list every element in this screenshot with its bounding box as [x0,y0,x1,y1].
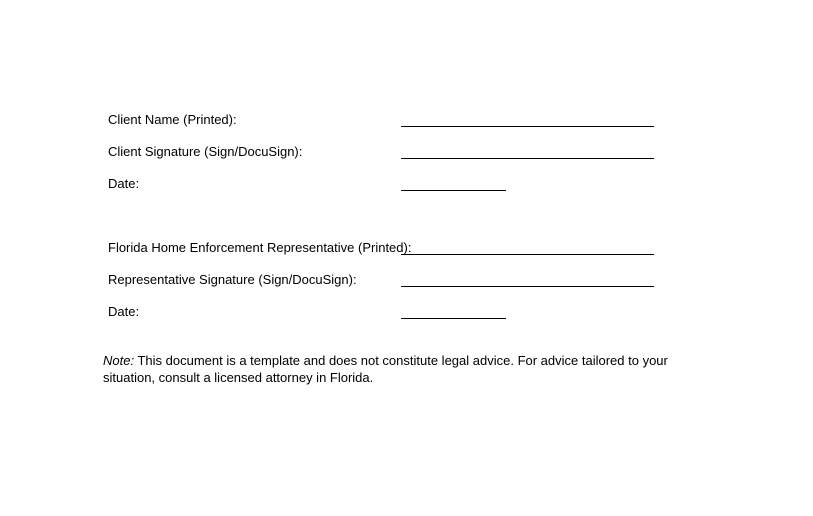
representative-name-line[interactable] [401,254,654,255]
disclaimer-note [103,352,703,386]
client-name-label: Client Name (Printed): [108,112,237,127]
representative-signature-line[interactable] [401,286,654,287]
note-prefix: Note: [103,353,135,368]
representative-signature-label: Representative Signature (Sign/DocuSign): [108,272,357,287]
client-name-line[interactable] [401,126,654,127]
client-signature-label: Client Signature (Sign/DocuSign): [108,144,303,159]
client-date-label: Date: [108,176,140,191]
representative-date-line[interactable] [401,318,506,319]
client-signature-line[interactable] [401,158,654,159]
note-text: This document is a template and does not constitute legal advice. For advice tailored to your situation, consult a licensed attorney in Florida. [103,353,668,385]
representative-date-label: Date: [108,304,140,319]
representative-name-label: Florida Home Enforcement Representative (Printed): [108,240,412,255]
client-date-line[interactable] [401,190,506,191]
